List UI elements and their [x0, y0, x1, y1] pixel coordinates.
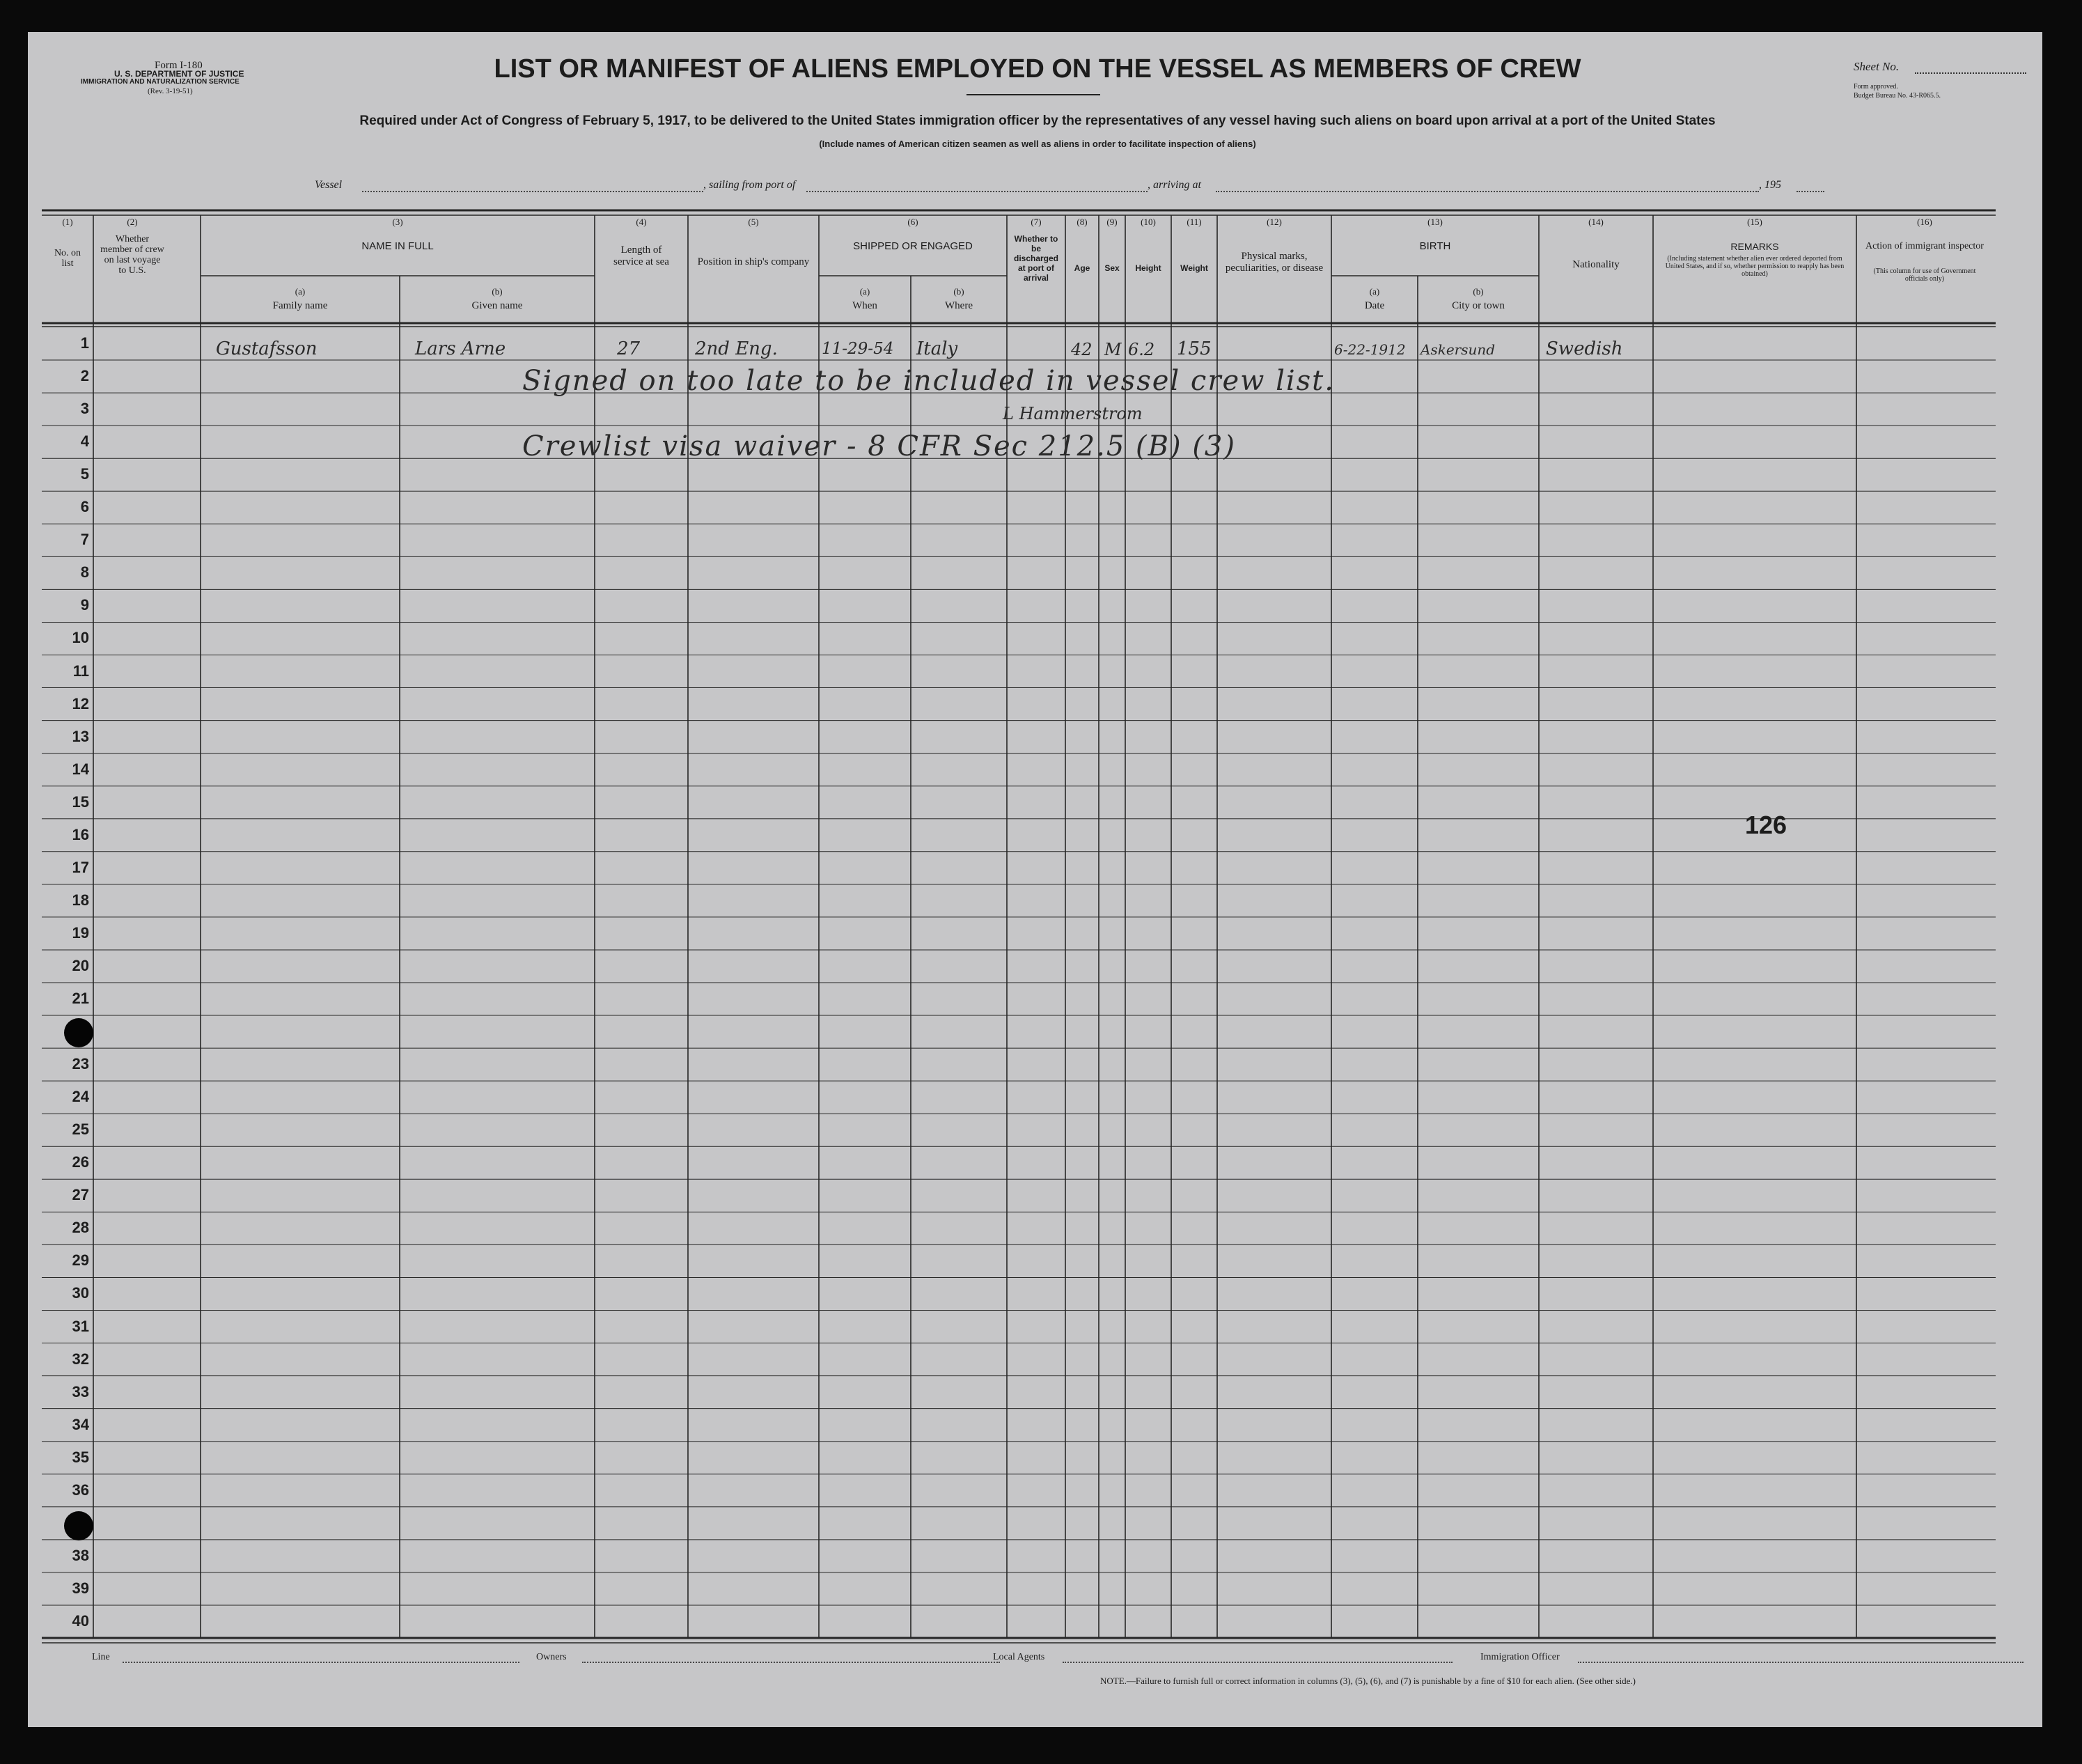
- row-number: 19: [72, 923, 89, 942]
- footer-officer-label: Immigration Officer: [1480, 1652, 1560, 1662]
- col5-number: (5): [748, 217, 759, 227]
- budget-bureau: Budget Bureau No. 43-R065.5.: [1854, 92, 1941, 100]
- col1-label: No. on list: [54, 248, 81, 269]
- row-number: 34: [72, 1415, 89, 1433]
- col10-number: (10): [1141, 217, 1156, 227]
- row-number: 32: [72, 1350, 89, 1368]
- col3b-letter: (b): [492, 286, 503, 297]
- col6a-label: When: [852, 300, 877, 311]
- manifest-sheet: [28, 32, 2042, 1727]
- row-number: 18: [72, 891, 89, 909]
- col6b-label: Where: [945, 300, 973, 311]
- footer-agents-label: Local Agents: [993, 1652, 1045, 1662]
- arriving-field[interactable]: [1216, 191, 1759, 192]
- footer-agents-field[interactable]: [1063, 1662, 1453, 1663]
- col6-number: (6): [907, 217, 918, 227]
- col10-label: Height: [1135, 263, 1161, 273]
- col3a-letter: (a): [295, 286, 306, 297]
- row-number: 2: [80, 367, 89, 385]
- entry-where[interactable]: Italy: [916, 338, 958, 359]
- col1-number: (1): [62, 217, 73, 227]
- row-number: 40: [72, 1611, 89, 1630]
- stamp-number: 126: [1745, 811, 1787, 839]
- row-number: 35: [72, 1448, 89, 1466]
- col12-label: Physical marks, peculiarities, or disease: [1225, 251, 1324, 274]
- sheet-no-label: Sheet No.: [1854, 60, 1900, 73]
- row-number: 11: [72, 662, 89, 680]
- entry-family-name[interactable]: Gustafsson: [216, 338, 318, 359]
- col5-label: Position in ship's company: [697, 256, 810, 267]
- col4-label: Length of service at sea: [613, 244, 669, 267]
- entry-age[interactable]: 42: [1071, 340, 1093, 359]
- year-label: , 195: [1759, 179, 1781, 191]
- col14-label: Nationality: [1572, 259, 1620, 270]
- col15-label: REMARKS: [1730, 241, 1779, 252]
- annotation-visa-waiver: Crewlist visa waiver - 8 CFR Sec 212.5 (B) (3): [522, 430, 1236, 462]
- subtitle: Required under Act of Congress of February 5, 1917, to be delivered to the United States immigration officer by the representatives of any vessel having such aliens on board upon arrival at a port of the United States: [359, 114, 1716, 128]
- row-number: 5: [80, 465, 89, 483]
- form-number: Form I-180: [155, 60, 203, 71]
- page-title: LIST OR MANIFEST OF ALIENS EMPLOYED ON THE VESSEL AS MEMBERS OF CREW: [494, 54, 1581, 84]
- entry-birth-city[interactable]: Askersund: [1420, 341, 1496, 358]
- col12-number: (12): [1267, 217, 1282, 227]
- row-number: 30: [72, 1284, 89, 1302]
- col7-number: (7): [1031, 217, 1042, 227]
- col3a-label: Family name: [272, 300, 328, 311]
- row-number: 39: [72, 1579, 89, 1597]
- department-label: U. S. DEPARTMENT OF JUSTICE: [114, 69, 244, 79]
- entry-when[interactable]: 11-29-54: [822, 340, 894, 358]
- revision-label: (Rev. 3-19-51): [148, 87, 193, 95]
- row-number: 38: [72, 1546, 89, 1564]
- col16-note: (This column for use of Government officials only): [1873, 267, 1976, 283]
- col7-label: Whether to be discharged at port of arrival: [1013, 234, 1059, 283]
- entry-given-name[interactable]: Lars Arne: [415, 338, 506, 359]
- col13-label: BIRTH: [1419, 240, 1451, 252]
- col16-label: Action of immigrant inspector: [1865, 241, 1984, 251]
- col3-label: NAME IN FULL: [361, 240, 434, 252]
- row-number: 21: [72, 990, 89, 1007]
- row-number: 14: [72, 760, 89, 778]
- row-number: 17: [72, 858, 89, 876]
- annotation-signed-late: Signed on too late to be included in vessel crew list.: [522, 365, 1335, 397]
- vessel-field[interactable]: [362, 191, 703, 192]
- col8-number: (8): [1077, 217, 1088, 227]
- row-number: 25: [72, 1121, 89, 1139]
- entry-birth-date[interactable]: 6-22-1912: [1334, 341, 1406, 358]
- entry-height[interactable]: 6.2: [1128, 340, 1155, 359]
- sheet-no-field[interactable]: [1915, 72, 2026, 74]
- col15-note: (Including statement whether alien ever ordered deported from United States, and if so, whether permission to reapply has been obtained): [1665, 255, 1845, 278]
- col6-label: SHIPPED OR ENGAGED: [853, 240, 973, 252]
- row-number: 27: [72, 1186, 89, 1204]
- col13a-letter: (a): [1369, 286, 1380, 297]
- footer-owners-field[interactable]: [582, 1662, 1000, 1663]
- sailing-label: , sailing from port of: [703, 179, 796, 191]
- arriving-label: , arriving at: [1148, 179, 1201, 191]
- entry-sex[interactable]: M: [1104, 340, 1122, 359]
- form-approved: Form approved.: [1854, 83, 1898, 91]
- row-number: 31: [72, 1317, 89, 1335]
- punch-hole-lower: [64, 1511, 93, 1540]
- row-number: 23: [72, 1055, 89, 1073]
- col2-number: (2): [127, 217, 138, 227]
- row-number: 1: [80, 334, 89, 352]
- col13a-label: Date: [1364, 300, 1385, 311]
- col3-number: (3): [392, 217, 403, 227]
- row-number: 36: [72, 1481, 89, 1499]
- instruction: (Include names of American citizen seamen as well as aliens in order to facilitate inspection of aliens): [819, 139, 1256, 149]
- col11-number: (11): [1187, 217, 1202, 227]
- row-number: 16: [72, 825, 89, 843]
- footer-owners-label: Owners: [536, 1652, 567, 1662]
- row-number: 10: [72, 629, 89, 647]
- year-field[interactable]: [1797, 191, 1824, 192]
- col16-number: (16): [1917, 217, 1932, 227]
- col4-number: (4): [636, 217, 647, 227]
- entry-weight[interactable]: 155: [1177, 338, 1212, 359]
- entry-position[interactable]: 2nd Eng.: [695, 338, 778, 359]
- col9-label: Sex: [1104, 263, 1120, 273]
- col9-number: (9): [1106, 217, 1118, 227]
- entry-service[interactable]: 27: [617, 338, 641, 359]
- row-number: 24: [72, 1088, 89, 1106]
- col13b-label: City or town: [1452, 300, 1505, 311]
- title-underline: [966, 94, 1100, 95]
- col8-label: Age: [1074, 263, 1090, 273]
- sailing-field[interactable]: [806, 191, 1148, 192]
- row-number: 15: [72, 793, 89, 811]
- col13-number: (13): [1427, 217, 1443, 227]
- col15-number: (15): [1747, 217, 1762, 227]
- vessel-label: Vessel: [315, 179, 343, 191]
- col6a-letter: (a): [859, 286, 870, 297]
- col11-label: Weight: [1180, 263, 1208, 273]
- row-number: 3: [80, 400, 89, 418]
- row-number: 6: [80, 498, 89, 516]
- row-number: 29: [72, 1251, 89, 1270]
- col2-label: Whether member of crew on last voyage to U.S.: [100, 234, 164, 276]
- row-number: 9: [80, 596, 89, 614]
- col6b-letter: (b): [953, 286, 964, 297]
- row-number: 4: [80, 432, 89, 451]
- row-number: 13: [72, 727, 89, 745]
- row-number: 12: [72, 694, 89, 712]
- row-number: 26: [72, 1153, 89, 1171]
- row-number: 28: [72, 1219, 89, 1237]
- footer-line-field[interactable]: [123, 1662, 519, 1663]
- service-label: IMMIGRATION AND NATURALIZATION SERVICE: [81, 78, 240, 86]
- col3b-label: Given name: [471, 300, 523, 311]
- row-number: 33: [72, 1382, 89, 1400]
- entry-nationality[interactable]: Swedish: [1546, 338, 1623, 359]
- footer-officer-field[interactable]: [1578, 1662, 2024, 1663]
- footer-note: NOTE.—Failure to furnish full or correct information in columns (3), (5), (6), and (7) is punishable by a fine of $10 for each alien. (See other side.): [1100, 1676, 1636, 1686]
- punch-hole-upper: [64, 1018, 93, 1047]
- annotation-signature: L Hammerstrom: [1003, 404, 1143, 423]
- footer-line-label: Line: [92, 1652, 110, 1662]
- row-number: 7: [80, 531, 89, 549]
- col13b-letter: (b): [1473, 286, 1484, 297]
- col14-number: (14): [1588, 217, 1604, 227]
- row-number: 8: [80, 563, 89, 582]
- row-number: 20: [72, 956, 89, 974]
